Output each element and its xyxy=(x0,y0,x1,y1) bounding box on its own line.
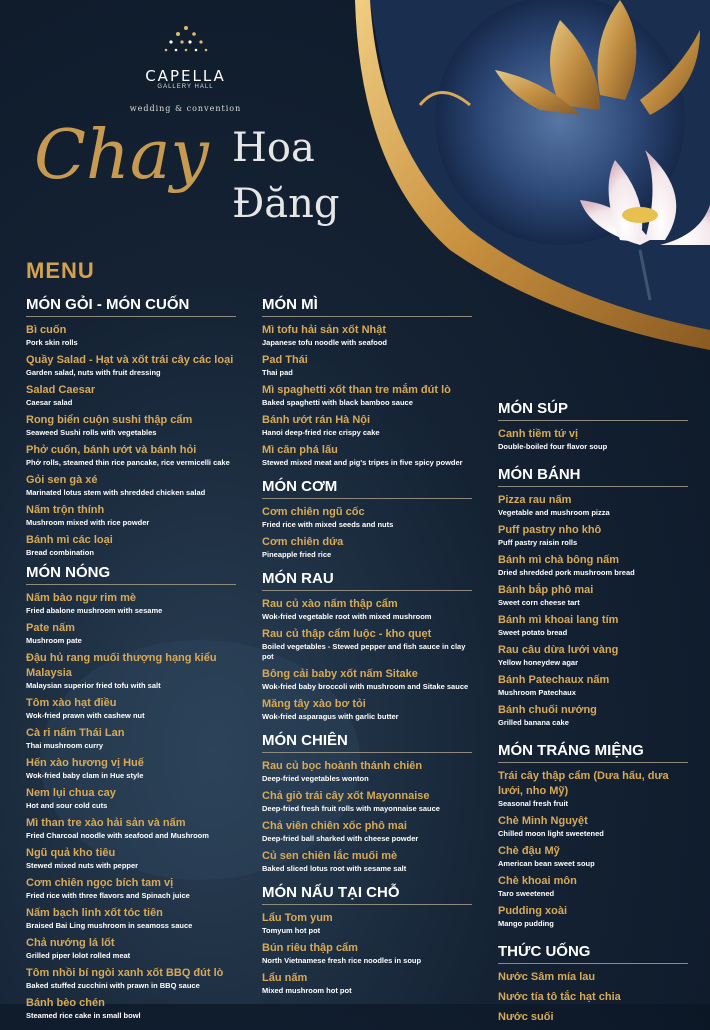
item-name-en: Chilled moon light sweetened xyxy=(498,829,604,838)
item-name-en: Pineapple fried rice xyxy=(262,550,332,559)
item-name-en: Thai pad xyxy=(262,368,293,377)
item-name-vn: Bông cải baby xốt nấm Sitake xyxy=(262,668,418,680)
menu-item xyxy=(498,523,688,548)
item-name-vn: Mì than tre xào hải sản và nấm xyxy=(26,817,186,829)
section-mon-banh xyxy=(498,466,688,728)
section-title: MÓN SÚP xyxy=(498,400,688,421)
item-name-en: Seasonal fresh fruit xyxy=(498,799,569,808)
item-name-en: Stewed mixed meat and pig's tripes in five spicy powder xyxy=(262,458,463,467)
item-list xyxy=(262,505,472,560)
menu-item xyxy=(498,493,688,518)
item-name-vn: Nước Sâm mía lau xyxy=(498,971,596,983)
menu-item xyxy=(26,756,236,781)
menu-item xyxy=(498,970,688,985)
item-name-en: Caesar salad xyxy=(26,398,73,407)
section-title: MÓN RAU xyxy=(262,570,472,591)
item-name-en: Steamed rice cake in small bowl xyxy=(26,1011,141,1020)
item-name-vn: Mì spaghetti xốt than tre mắm đút lò xyxy=(262,384,451,396)
item-name-vn: Pizza rau nấm xyxy=(498,494,572,506)
item-name-vn: Măng tây xào bơ tỏi xyxy=(262,698,366,710)
section-mon-rau xyxy=(262,570,472,722)
item-name-vn: Đậu hủ rang muối thượng hạng kiểu Malaysia xyxy=(26,652,217,679)
item-name-en: Seaweed Sushi rolls with vegetables xyxy=(26,428,157,437)
menu-heading: MENU xyxy=(26,258,95,283)
item-name-en: Deep-fried ball sharked with cheese powder xyxy=(262,834,419,843)
item-list xyxy=(262,597,472,722)
item-name-en: Wok-fried asparagus with garlic butter xyxy=(262,712,399,721)
item-list xyxy=(498,427,688,452)
section-mon-mi xyxy=(262,296,472,468)
item-name-vn: Canh tiềm tứ vị xyxy=(498,428,579,440)
item-name-vn: Rong biển cuộn sushi thập cẩm xyxy=(26,414,193,426)
item-name-vn: Nấm bào ngư rim mè xyxy=(26,592,137,604)
section-title: MÓN CHIÊN xyxy=(262,732,472,753)
title-chay: Chay xyxy=(34,116,209,195)
item-name-en: Thai mushroom curry xyxy=(26,741,104,750)
menu-item xyxy=(26,413,236,438)
item-name-vn: Rau củ bọc hoành thánh chiên xyxy=(262,760,423,772)
item-name-vn: Nước suối xyxy=(498,1011,554,1023)
section-trang-mieng xyxy=(498,742,688,929)
item-name-vn: Bánh mì khoai lang tím xyxy=(498,614,619,626)
item-name-vn: Cà ri nấm Thái Lan xyxy=(26,727,125,739)
item-name-en: Puff pastry raisin rolls xyxy=(498,538,578,547)
menu-item xyxy=(498,583,688,608)
item-name-en: Pork skin rolls xyxy=(26,338,78,347)
menu-item xyxy=(262,597,472,622)
item-name-en: Grilled banana cake xyxy=(498,718,569,727)
menu-item xyxy=(26,323,236,348)
item-list xyxy=(498,970,688,1025)
menu-column-1 xyxy=(26,296,236,1026)
item-name-vn: Rau củ xào nấm thập cẩm xyxy=(262,598,398,610)
menu-item xyxy=(262,849,472,874)
item-name-en: Bread combination xyxy=(26,548,94,557)
item-name-vn: Nấm trộn thính xyxy=(26,504,105,516)
section-mon-sup xyxy=(498,400,688,452)
item-name-vn: Cơm chiên dứa xyxy=(262,536,344,548)
item-name-en: Fried abalone mushroom with sesame xyxy=(26,606,163,615)
item-name-vn: Tôm xào hạt điều xyxy=(26,697,117,709)
section-mon-nong xyxy=(26,564,236,1021)
section-thuc-uong xyxy=(498,943,688,1025)
item-name-en: Tomyum hot pot xyxy=(262,926,321,935)
menu-item xyxy=(498,1010,688,1025)
item-name-en: Phở rolls, steamed thin rice pancake, rice vermicelli cake xyxy=(26,458,230,467)
menu-item xyxy=(26,651,236,691)
menu-item xyxy=(498,643,688,668)
item-name-en: Hot and sour cold cuts xyxy=(26,801,108,810)
section-goi-cuon xyxy=(26,296,236,558)
item-list xyxy=(26,591,236,1021)
item-name-en: Hanoi deep-fried rice crispy cake xyxy=(262,428,380,437)
menu-item xyxy=(262,911,472,936)
menu-item xyxy=(26,966,236,991)
item-name-en: Wok-fried baby broccoli with mushroom and Sitake sauce xyxy=(262,682,469,691)
item-list xyxy=(262,911,472,996)
item-name-en: Yellow honeydew agar xyxy=(498,658,579,667)
item-name-vn: Bánh Patechaux nấm xyxy=(498,674,610,686)
item-name-en: Wok-fried vegetable root with mixed mushroom xyxy=(262,612,432,621)
section-mon-com xyxy=(262,478,472,560)
item-name-vn: Nấm bạch linh xốt tóc tiên xyxy=(26,907,163,919)
item-name-vn: Bánh mì chà bông nấm xyxy=(498,554,620,566)
item-name-en: Japanese tofu noodle with seafood xyxy=(262,338,388,347)
menu-item xyxy=(498,874,688,899)
brand-logo xyxy=(128,22,243,113)
item-name-vn: Pate nấm xyxy=(26,622,75,634)
menu-item xyxy=(26,726,236,751)
item-name-vn: Cơm chiên ngọc bích tam vị xyxy=(26,877,174,889)
menu-column-3 xyxy=(498,400,688,1030)
menu-item xyxy=(498,703,688,728)
item-name-en: Mango pudding xyxy=(498,919,554,928)
brand-tagline: wedding & convention xyxy=(129,104,242,113)
title-hoa: Hoa xyxy=(232,125,315,171)
item-name-vn: Bánh bèo chén xyxy=(26,997,105,1009)
menu-item xyxy=(498,673,688,698)
item-list xyxy=(498,769,688,929)
menu-item xyxy=(26,846,236,871)
section-title: MÓN CƠM xyxy=(262,478,472,499)
item-name-vn: Lẩu nấm xyxy=(262,972,308,984)
item-name-en: Mushroom mixed with rice powder xyxy=(26,518,150,527)
menu-item xyxy=(498,769,688,809)
item-name-en: Malaysian superior fried tofu with salt xyxy=(26,681,161,690)
item-name-en: Fried rice with three flavors and Spinach juice xyxy=(26,891,190,900)
menu-column-2 xyxy=(262,296,472,1001)
menu-item xyxy=(262,941,472,966)
item-name-vn: Chè đậu Mỹ xyxy=(498,845,560,857)
menu-item xyxy=(498,844,688,869)
section-title: MÓN BÁNH xyxy=(498,466,688,487)
item-name-en: Baked spaghetti with black bamboo sauce xyxy=(262,398,413,407)
item-name-en: Mixed mushroom hot pot xyxy=(262,986,352,995)
menu-item xyxy=(26,876,236,901)
item-name-vn: Hến xào hương vị Huế xyxy=(26,757,144,769)
menu-item xyxy=(498,904,688,929)
menu-item xyxy=(262,667,472,692)
title-dang: Đăng xyxy=(232,181,340,227)
brand-name: CAPELLA xyxy=(145,67,226,85)
item-name-vn: Chả giò trái cây xốt Mayonnaise xyxy=(262,790,430,802)
item-name-vn: Bánh ướt rán Hà Nội xyxy=(262,414,371,426)
item-name-en: Sweet corn cheese tart xyxy=(498,598,580,607)
item-name-vn: Salad Caesar xyxy=(26,384,96,396)
menu-item xyxy=(26,816,236,841)
item-name-en: Grilled piper lolot rolled meat xyxy=(26,951,131,960)
menu-item xyxy=(262,353,472,378)
section-title: MÓN NÓNG xyxy=(26,564,236,585)
menu-item xyxy=(26,591,236,616)
menu-item xyxy=(26,906,236,931)
item-name-en: Wok-fried prawn with cashew nut xyxy=(26,711,145,720)
item-name-vn: Rau củ thập cẩm luộc - kho quẹt xyxy=(262,628,432,640)
menu-item xyxy=(26,786,236,811)
item-name-vn: Nem lụi chua cay xyxy=(26,787,116,799)
item-name-vn: Pudding xoài xyxy=(498,905,568,917)
item-name-vn: Bún riêu thập cẩm xyxy=(262,942,358,954)
item-name-en: Deep-fried fresh fruit rolls with mayonnaise sauce xyxy=(262,804,440,813)
item-name-en: Taro sweetened xyxy=(498,889,555,898)
menu-item xyxy=(262,759,472,784)
item-list xyxy=(262,759,472,874)
item-name-vn: Chả viên chiên xốc phô mai xyxy=(262,820,407,832)
item-name-en: Deep-fried vegetables wonton xyxy=(262,774,369,783)
item-name-en: Braised Bai Ling mushroom in seamoss sauce xyxy=(26,921,193,930)
item-name-vn: Chè khoai môn xyxy=(498,875,577,887)
menu-item xyxy=(26,353,236,378)
item-name-en: Mushroom pate xyxy=(26,636,82,645)
item-name-vn: Tôm nhồi bí ngòi xanh xốt BBQ đút lò xyxy=(26,967,224,979)
item-name-vn: Mì căn phá lấu xyxy=(262,444,338,456)
item-name-vn: Rau câu dừa lưới vàng xyxy=(498,644,619,656)
menu-item xyxy=(498,553,688,578)
item-list xyxy=(26,323,236,558)
stars-icon xyxy=(156,22,216,60)
item-name-vn: Cơm chiên ngũ cốc xyxy=(262,506,365,518)
menu-item xyxy=(262,789,472,814)
item-name-en: Marinated lotus stem with shredded chicken salad xyxy=(26,488,206,497)
item-name-vn: Củ sen chiên lắc muối mè xyxy=(262,850,398,862)
section-title: MÓN TRÁNG MIỆNG xyxy=(498,742,688,763)
section-title: MÓN NẤU TẠI CHỖ xyxy=(262,884,472,905)
menu-item xyxy=(26,383,236,408)
item-name-vn: Puff pastry nho khô xyxy=(498,524,602,536)
item-name-vn: Quầy Salad - Hạt và xốt trái cây các loại xyxy=(26,354,234,366)
menu-item xyxy=(26,621,236,646)
item-name-en: Fried rice with mixed seeds and nuts xyxy=(262,520,394,529)
item-name-vn: Bánh chuối nướng xyxy=(498,704,597,716)
item-name-vn: Nước tía tô tắc hạt chia xyxy=(498,991,621,1003)
section-mon-nau-tai-cho xyxy=(262,884,472,996)
menu-item xyxy=(262,697,472,722)
menu-item xyxy=(262,627,472,662)
item-name-en: Baked stuffed zucchini with prawn in BBQ sauce xyxy=(26,981,200,990)
item-name-en: Garden salad, nuts with fruit dressing xyxy=(26,368,161,377)
item-name-vn: Mì tofu hải sản xốt Nhật xyxy=(262,324,387,336)
item-name-vn: Lẩu Tom yum xyxy=(262,912,333,924)
menu-item xyxy=(498,427,688,452)
item-name-en: American bean sweet soup xyxy=(498,859,595,868)
item-list xyxy=(498,493,688,728)
menu-item xyxy=(262,443,472,468)
item-name-vn: Bì cuốn xyxy=(26,324,67,336)
item-name-vn: Phở cuốn, bánh ướt và bánh hỏi xyxy=(26,444,197,456)
menu-item xyxy=(262,323,472,348)
section-title: MÓN MÌ xyxy=(262,296,472,317)
item-name-vn: Pad Thái xyxy=(262,354,308,366)
menu-item xyxy=(26,996,236,1021)
menu-item xyxy=(262,383,472,408)
menu-item xyxy=(26,443,236,468)
item-name-en: Stewed mixed nuts with pepper xyxy=(26,861,139,870)
item-name-en: Wok-fried baby clam in Hue style xyxy=(26,771,144,780)
item-name-en: Vegetable and mushroom pizza xyxy=(498,508,610,517)
menu-item xyxy=(26,533,236,558)
item-name-vn: Chả nướng lá lốt xyxy=(26,937,115,949)
menu-item xyxy=(262,819,472,844)
menu-item xyxy=(498,613,688,638)
menu-item xyxy=(498,814,688,839)
menu-item xyxy=(498,990,688,1005)
menu-item xyxy=(262,505,472,530)
menu-item xyxy=(262,413,472,438)
section-title: MÓN GỎI - MÓN CUỐN xyxy=(26,296,236,317)
item-name-en: Sweet potato bread xyxy=(498,628,568,637)
item-name-vn: Gỏi sen gà xé xyxy=(26,474,98,486)
menu-item xyxy=(262,535,472,560)
item-name-en: Mushroom Patechaux xyxy=(498,688,576,697)
section-title: THỨC UỐNG xyxy=(498,943,688,964)
menu-item xyxy=(26,473,236,498)
section-mon-chien xyxy=(262,732,472,874)
menu-item xyxy=(26,503,236,528)
menu-item xyxy=(262,971,472,996)
item-name-vn: Ngũ quả kho tiêu xyxy=(26,847,116,859)
brand-sub: GALLERY HALL xyxy=(157,84,214,90)
menu-item xyxy=(26,696,236,721)
item-name-en: North Vietnamese fresh rice noodles in soup xyxy=(262,956,422,965)
item-name-en: Double-boiled four flavor soup xyxy=(498,442,608,451)
item-name-vn: Trái cây thập cẩm (Dưa hấu, dưa lưới, nho Mỹ) xyxy=(498,770,669,797)
item-name-vn: Bánh mì các loại xyxy=(26,534,113,546)
item-name-vn: Chè Minh Nguyệt xyxy=(498,815,588,827)
item-name-en: Baked sliced lotus root with sesame salt xyxy=(262,864,407,873)
item-list xyxy=(262,323,472,468)
item-name-en: Dried shredded pork mushroom bread xyxy=(498,568,635,577)
item-name-vn: Bánh bắp phô mai xyxy=(498,584,594,596)
item-name-en: Boiled vegetables - Stewed pepper and fish sauce in clay pot xyxy=(262,642,466,661)
item-name-en: Fried Charcoal noodle with seafood and Mushroom xyxy=(26,831,209,840)
menu-item xyxy=(26,936,236,961)
